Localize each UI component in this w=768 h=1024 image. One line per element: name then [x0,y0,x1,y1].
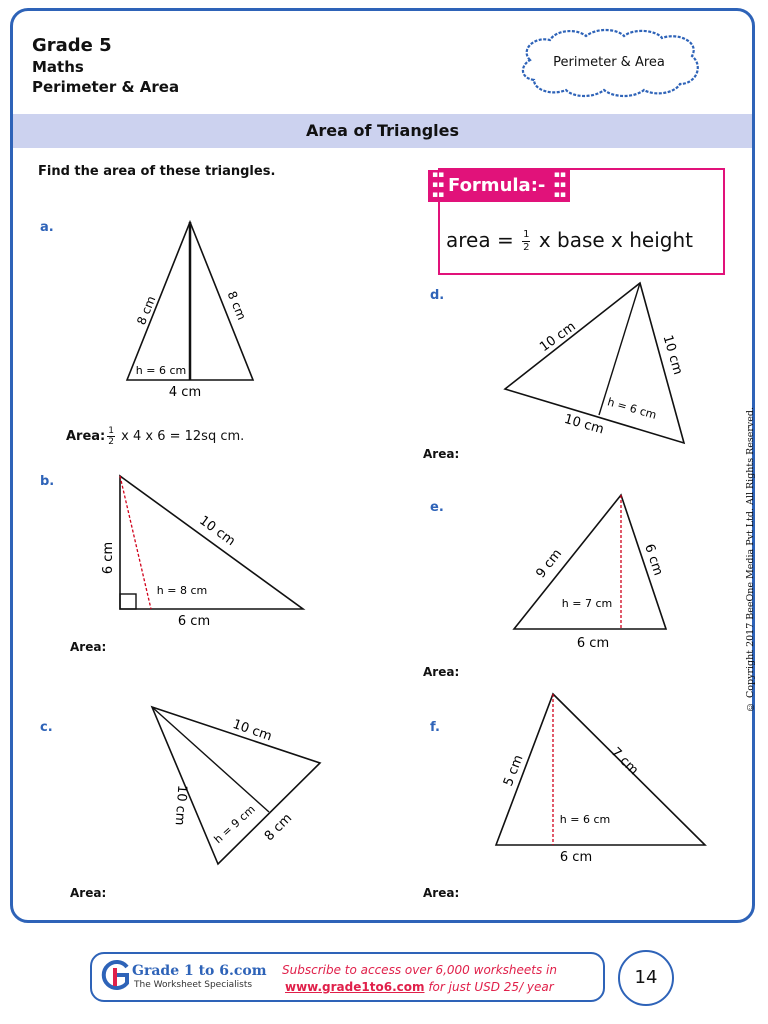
tri-c-height: h = 9 cm [211,802,258,847]
triangle-c [152,707,320,864]
tri-d-left: 10 cm [537,319,579,356]
tri-d-right: 10 cm [659,333,686,377]
badge-dots-right-icon: ▪▪ ▪▪ ▪▪ [553,170,566,200]
tri-e-left: 9 cm [533,546,566,582]
subscribe-link[interactable]: www.grade1to6.com [285,980,425,994]
formula-frac-num: 1 [523,229,530,240]
triangle-f [496,694,705,865]
tri-f-left: 5 cm [500,753,527,789]
tri-a-side1: 8 cm [134,294,159,327]
label-f: f. [430,720,440,735]
subscribe-line2-rest: for just USD 25/ year [428,980,554,994]
formula-frac-den: 2 [523,242,530,253]
tri-c-right: 8 cm [261,810,296,845]
grade1to6-logo-icon [100,958,132,992]
logo-tagline: The Worksheet Specialists [134,980,253,990]
triangle-e [514,495,666,651]
copyright-notice: © Copyright 2017 BeeOne Media Pvt Ltd. All Rights Reserved. [745,406,756,712]
tri-b-height: h = 8 cm [156,584,208,597]
formula-rhs: x base x height [538,228,693,252]
tri-b-side-left: 6 cm [101,541,116,575]
subscribe-line1: Subscribe to access over 6,000 worksheets in [282,963,557,977]
answer-a-frac-num: 1 [108,426,114,436]
tri-a-side2: 8 cm [224,289,249,322]
label-b: b. [40,474,55,489]
tri-a-height: h = 6 cm [135,364,187,377]
tri-e-base: 6 cm [576,636,610,651]
area-label-a: Area: [66,429,106,444]
area-label-f: Area: [423,886,460,900]
tri-d-base: 10 cm [562,411,606,438]
tri-d-height: h = 6 cm [605,395,659,422]
instructions: Find the area of these triangles. [38,164,276,179]
label-d: d. [430,288,445,303]
subject-heading: Maths [32,58,84,76]
area-label-d: Area: [423,447,460,461]
worksheet-title: Area of Triangles [13,114,752,148]
subscribe-line2 [285,980,554,994]
triangle-d [505,283,685,443]
tri-f-height: h = 6 cm [559,813,611,826]
cloud-label: Perimeter & Area [553,55,665,70]
tri-b-base: 6 cm [177,614,211,629]
label-e: e. [430,500,444,515]
badge-dots-left-icon: ▪▪ ▪▪ ▪▪ [432,170,445,200]
tri-e-height: h = 7 cm [561,597,613,610]
tri-f-right: 7 cm [607,744,642,779]
formula-lhs: area = [446,228,514,252]
logo-name[interactable]: Grade 1 to 6.com [132,963,267,979]
area-label-e: Area: [423,665,460,679]
answer-a-frac-den: 2 [108,437,114,447]
grade-heading: Grade 5 [32,35,112,56]
tri-c-top: 10 cm [230,717,274,745]
answer-a-value: x 4 x 6 = 12sq cm. [121,429,245,444]
tri-c-left: 10 cm [171,784,190,826]
page-number: 14 [618,950,674,1006]
label-c: c. [40,720,53,735]
formula-badge-label: Formula:- [448,175,546,196]
label-a: a. [40,220,54,235]
area-label-b: Area: [70,640,107,654]
triangle-a [127,222,253,400]
triangle-b [101,476,303,629]
area-label-c: Area: [70,886,107,900]
tri-e-right: 6 cm [641,542,666,578]
tri-b-hyp: 10 cm [196,513,238,550]
tri-f-base: 6 cm [559,850,593,865]
topic-heading: Perimeter & Area [32,78,180,96]
tri-a-base: 4 cm [168,385,202,400]
